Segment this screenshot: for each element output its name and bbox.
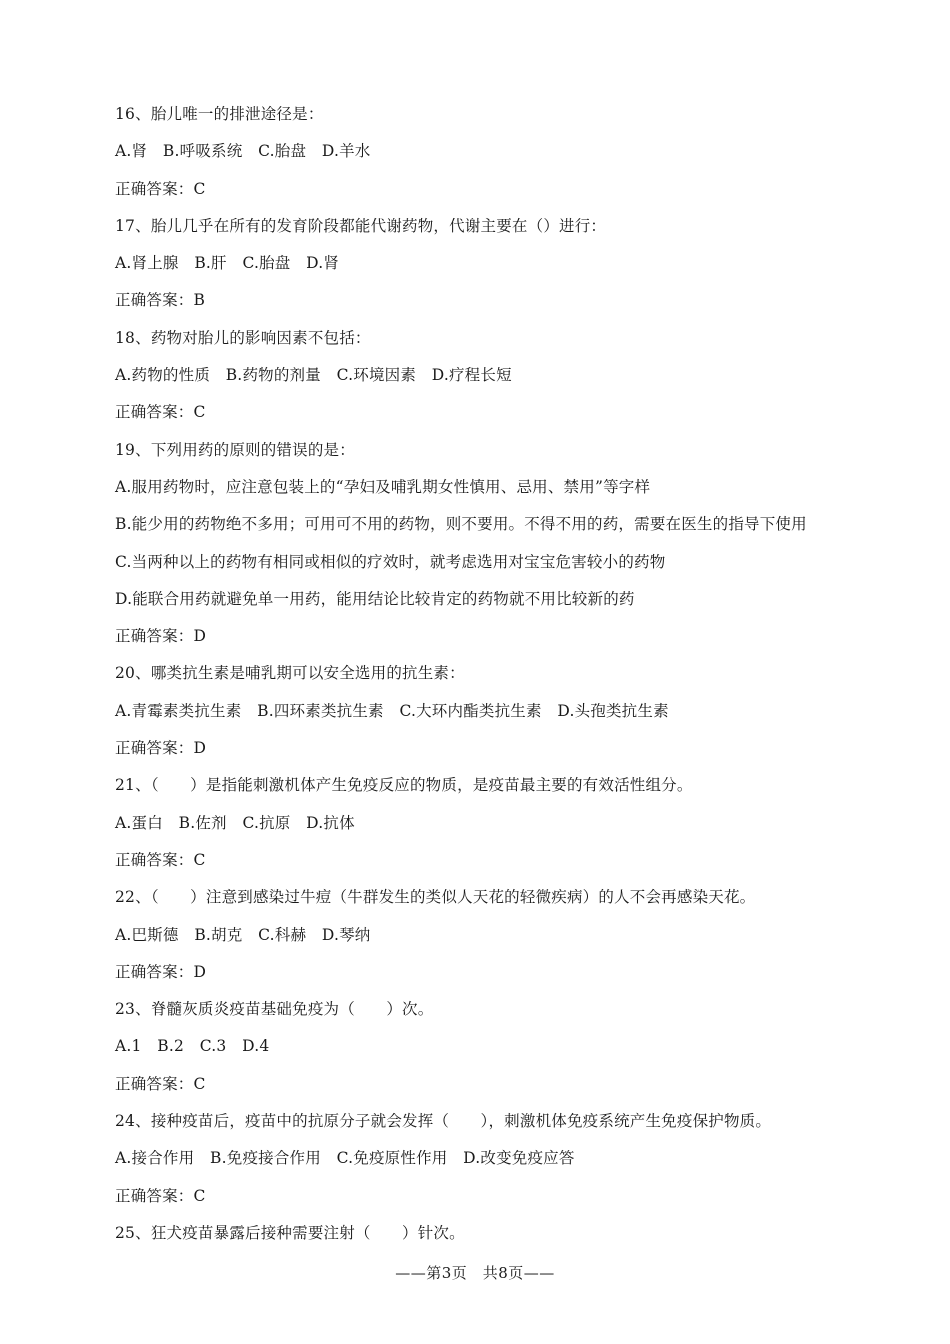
answer-line: 正确答案：C bbox=[115, 179, 206, 198]
question-list bbox=[115, 96, 875, 1252]
option-line: A.巴斯德 B.胡克 C.科赫 D.琴纳 bbox=[115, 925, 371, 944]
answer-line: 正确答案：C bbox=[115, 1074, 206, 1093]
question-text: 20、哪类抗生素是哺乳期可以安全选用的抗生素： bbox=[115, 664, 465, 683]
option-line: A.1 B.2 C.3 D.4 bbox=[115, 1037, 270, 1056]
option-line: A.蛋白 B.佐剂 C.抗原 D.抗体 bbox=[115, 813, 355, 832]
question-text: 23、脊髓灰质炎疫苗基础免疫为（ ）次。 bbox=[115, 1000, 434, 1019]
option-line: A.肾 B.呼吸系统 C.胎盘 D.羊水 bbox=[115, 142, 371, 161]
page-footer: ——第3页 共8页—— bbox=[395, 1264, 555, 1282]
answer-line: 正确答案：C bbox=[115, 403, 206, 422]
option-line: A.接合作用 B.免疫接合作用 C.免疫原性作用 D.改变免疫应答 bbox=[115, 1149, 575, 1168]
answer-line: 正确答案：B bbox=[115, 291, 206, 310]
option-line: A.服用药物时，应注意包装上的“孕妇及哺乳期女性慎用、忌用、禁用”等字样 bbox=[115, 477, 651, 496]
answer-line: 正确答案：C bbox=[115, 1186, 206, 1205]
option-line: C.当两种以上的药物有相同或相似的疗效时，就考虑选用对宝宝危害较小的药物 bbox=[115, 552, 666, 571]
question-text: 25、狂犬疫苗暴露后接种需要注射（ ）针次。 bbox=[115, 1223, 465, 1242]
option-line: A.肾上腺 B.肝 C.胎盘 D.肾 bbox=[115, 254, 340, 273]
option-line: A.药物的性质 B.药物的剂量 C.环境因素 D.疗程长短 bbox=[115, 366, 512, 385]
question-text: 18、药物对胎儿的影响因素不包括： bbox=[115, 328, 371, 347]
question-text: 16、胎儿唯一的排泄途径是： bbox=[115, 105, 324, 123]
option-line: D.能联合用药就避免单一用药，能用结论比较肯定的药物就不用比较新的药 bbox=[115, 589, 635, 608]
answer-line: 正确答案：D bbox=[115, 627, 207, 646]
option-line: B.能少用的药物绝不多用；可用可不用的药物，则不要用。不得不用的药，需要在医生的指导下使用 bbox=[115, 515, 807, 534]
question-text: 22、（ ）注意到感染过牛痘（牛群发生的类似人天花的轻微疾病）的人不会再感染天花。 bbox=[115, 888, 756, 907]
answer-line: 正确答案：D bbox=[115, 739, 207, 758]
answer-line: 正确答案：C bbox=[115, 850, 206, 869]
question-text: 24、接种疫苗后，疫苗中的抗原分子就会发挥（ ），刺激机体免疫系统产生免疫保护物质。 bbox=[115, 1112, 772, 1131]
question-text: 21、（ ）是指能刺激机体产生免疫反应的物质，是疫苗最主要的有效活性组分。 bbox=[115, 776, 693, 795]
answer-line: 正确答案：D bbox=[115, 962, 207, 981]
option-line: A.青霉素类抗生素 B.四环素类抗生素 C.大环内酯类抗生素 D.头孢类抗生素 bbox=[115, 701, 669, 720]
question-text: 17、胎儿几乎在所有的发育阶段都能代谢药物，代谢主要在（）进行： bbox=[115, 216, 607, 235]
question-text: 19、下列用药的原则的错误的是： bbox=[115, 440, 355, 459]
